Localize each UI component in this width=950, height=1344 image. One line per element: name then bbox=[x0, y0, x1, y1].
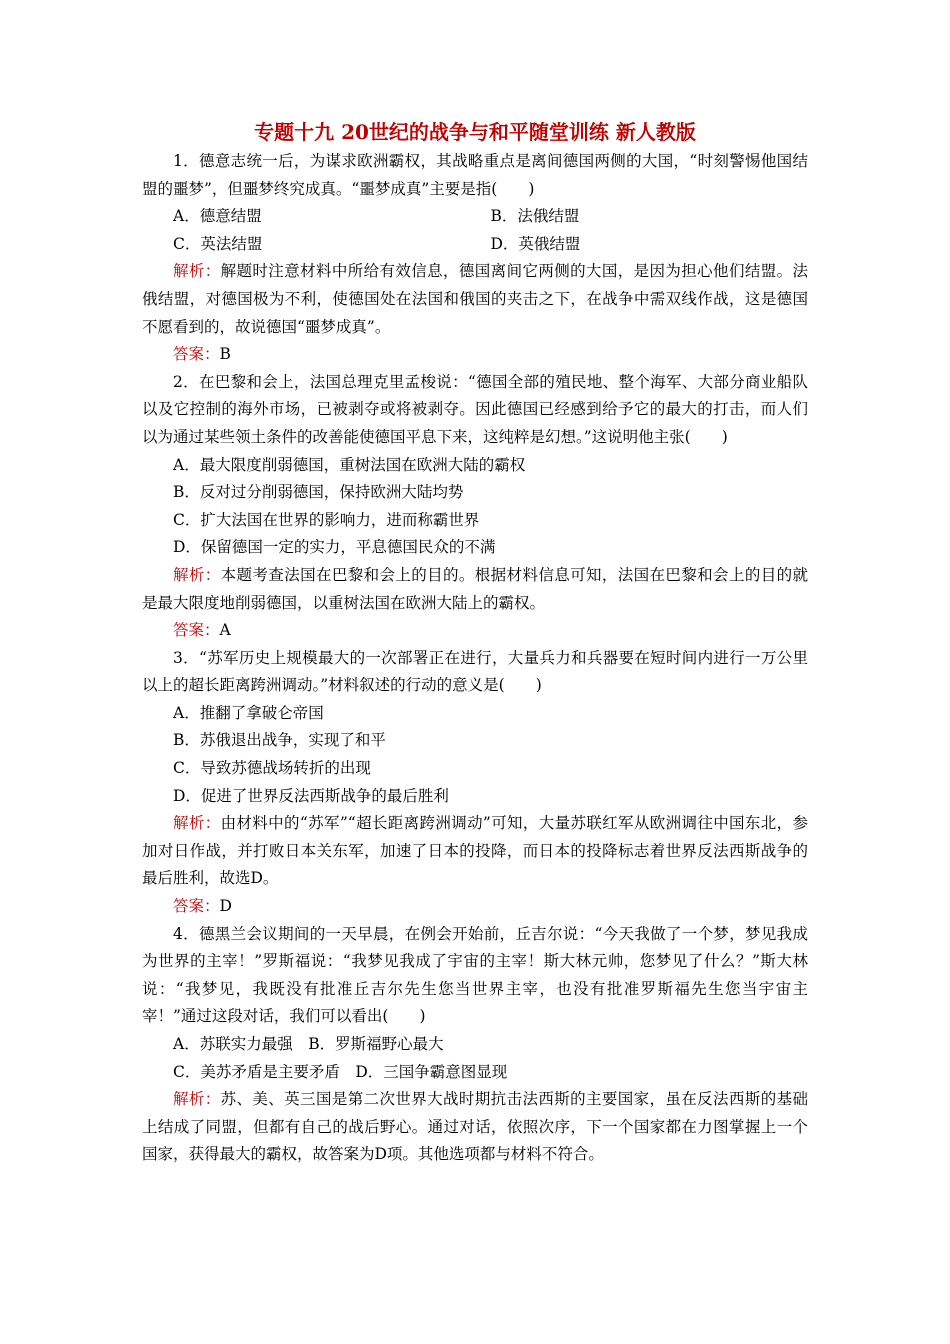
analysis-text: 由材料中的“苏军”“超长距离跨洲调动”可知，大量苏联红军从欧洲调往中国东北，参加对日作战，并打败日本关东军，加速了日本的投降，而日本的投降标志着世界反法西斯战争的最后胜利，故选D。 bbox=[142, 814, 808, 888]
answer bbox=[142, 617, 808, 645]
question-2 bbox=[142, 369, 808, 645]
option-d: D．保留德国一定的实力，平息德国民众的不满 bbox=[173, 538, 496, 557]
analysis-text: 苏、美、英三国是第二次世界大战时期抗击法西斯的主要国家，虽在反法西斯的基础上结成了同盟，但都有自己的战后野心。通过对话，依照次序，下一个国家都在力图掌握上一个国家，获得最大的霸权，故答案为D项。其他选项都与材料不符合。 bbox=[142, 1090, 808, 1164]
question-4 bbox=[142, 921, 808, 1169]
analysis-text: 解题时注意材料中所给有效信息，德国离间它两侧的大国，是因为担心他们结盟。法俄结盟，对德国极为不利，使德国处在法国和俄国的夹击之下，在战争中需双线作战，这是德国不愿看到的，故说德国“噩梦成真”。 bbox=[142, 262, 808, 336]
question-1 bbox=[142, 148, 808, 369]
option-a: A．推翻了拿破仑帝国 bbox=[173, 703, 324, 722]
analysis-label: 解析： bbox=[173, 565, 221, 584]
option-d: D．促进了世界反法西斯战争的最后胜利 bbox=[173, 786, 449, 805]
question-3 bbox=[142, 645, 808, 921]
answer-label: 答案： bbox=[173, 897, 220, 916]
options-ab: A．苏联实力最强 B．罗斯福野心最大 bbox=[173, 1035, 444, 1053]
answer-label: 答案： bbox=[173, 621, 220, 640]
analysis bbox=[142, 258, 808, 341]
question-stem: 1．德意志统一后，为谋求欧洲霸权，其战略重点是离间德国两侧的大国，“时刻警惕他国结盟的噩梦”，但噩梦终究成真。“噩梦成真”主要是指( ) bbox=[142, 152, 808, 198]
option-b: B．法俄结盟 bbox=[490, 207, 580, 226]
question-stem: 2．在巴黎和会上，法国总理克里孟梭说：“德国全部的殖民地、整个海军、大部分商业船队以及它控制的海外市场，已被剥夺或将被剥夺。因此德国已经感到给予它的最大的打击，而人们以为通过某些领土条件的改善能使德国平息下来，这纯粹是幻想。”这说明他主张( ) bbox=[142, 372, 808, 446]
analysis-label: 解析： bbox=[173, 262, 221, 281]
option-c: C．英法结盟 bbox=[173, 234, 263, 253]
analysis bbox=[142, 810, 808, 893]
analysis-label: 解析： bbox=[173, 1090, 221, 1109]
options-cd: C．美苏矛盾是主要矛盾 D．三国争霸意图显现 bbox=[173, 1062, 508, 1081]
analysis-label: 解析： bbox=[173, 814, 221, 833]
options-row bbox=[142, 203, 808, 231]
option-c: C．扩大法国在世界的影响力，进而称霸世界 bbox=[173, 510, 480, 529]
option-c: C．导致苏德战场转折的出现 bbox=[173, 759, 371, 778]
answer bbox=[142, 341, 808, 369]
option-d: D．英俄结盟 bbox=[490, 234, 581, 253]
answer-value: B bbox=[219, 345, 231, 364]
option-a: A．最大限度削弱德国，重树法国在欧洲大陆的霸权 bbox=[173, 455, 526, 474]
analysis bbox=[142, 562, 808, 617]
answer-value: A bbox=[219, 621, 231, 640]
question-stem: 4．德黑兰会议期间的一天早晨，在例会开始前，丘吉尔说：“今天我做了一个梦，梦见我成为世界的主宰！”罗斯福说：“我梦见我成了宇宙的主宰！斯大林元帅，您梦见了什么？”斯大林说：“我梦见，我既没有批准丘吉尔先生您当世界主宰，也没有批准罗斯福先生您当宇宙主宰！”通过这段对话，我们可以看出( ) bbox=[142, 924, 808, 1026]
analysis bbox=[142, 1086, 808, 1169]
option-a: A．德意结盟 bbox=[173, 207, 262, 226]
option-b: B．反对过分削弱德国，保持欧洲大陆均势 bbox=[173, 483, 464, 502]
answer-value: D bbox=[219, 897, 232, 916]
options-row bbox=[142, 231, 808, 259]
option-b: B．苏俄退出战争，实现了和平 bbox=[173, 731, 386, 750]
analysis-text: 本题考查法国在巴黎和会上的目的。根据材料信息可知，法国在巴黎和会上的目的就是最大限度地削弱德国，以重树法国在欧洲大陆上的霸权。 bbox=[142, 565, 808, 612]
answer-label: 答案： bbox=[173, 345, 220, 364]
document-title: 专题十九 20世纪的战争与和平随堂训练 新人教版 bbox=[254, 120, 696, 144]
question-stem: 3．“苏军历史上规模最大的一次部署正在进行，大量兵力和兵器要在短时间内进行一万公里以上的超长距离跨洲调动。”材料叙述的行动的意义是( ) bbox=[142, 648, 808, 695]
answer bbox=[142, 893, 808, 921]
